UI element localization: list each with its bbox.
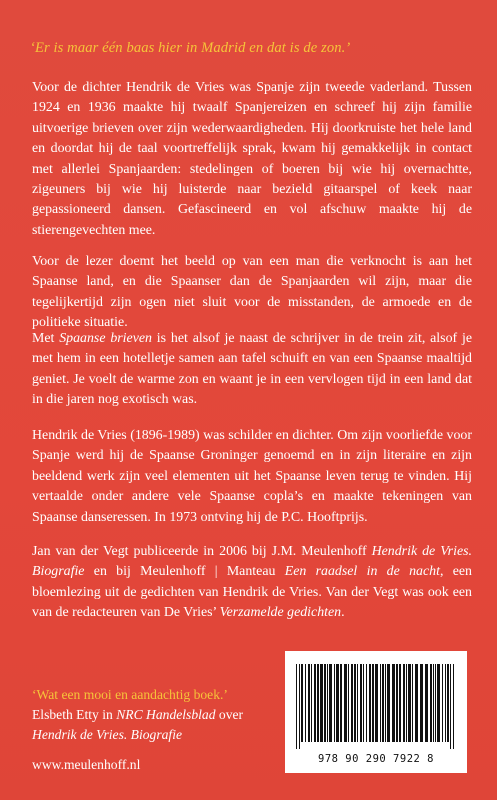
text: en bij Meulenhoff | Manteau xyxy=(84,564,285,580)
paragraph-spaanse-brieven xyxy=(32,329,472,411)
barcode-bar xyxy=(360,664,362,742)
barcode-bar xyxy=(336,664,339,742)
barcode-panel xyxy=(285,651,467,773)
barcode-bar xyxy=(450,664,451,749)
barcode-bar xyxy=(415,664,418,742)
book-title: Hendrik de Vries. Biografie xyxy=(32,544,472,580)
barcode-bar xyxy=(363,664,364,742)
barcode-bar xyxy=(399,664,401,742)
barcode-icon xyxy=(294,664,458,749)
barcode-bar xyxy=(320,664,323,742)
text: is het alsof je naast de schrijver in de trein zit, alsof je met hem in een hotelletje samen aan tafel schuift en van een Spaanse maaltijd geniet. Je voelt de warme zon en waant je in een vervlogen tijd in een land dat in die jaren nog exotisch was. xyxy=(32,331,472,408)
barcode-bar xyxy=(453,664,454,749)
barcode-bar xyxy=(334,664,335,742)
text: Jan van der Vegt publiceerde in 2006 bij J.M. Meulenhoff xyxy=(32,544,372,559)
barcode-bar xyxy=(387,664,390,742)
review-quote: ‘Wat een mooi en aandachtig boek.’ xyxy=(32,687,228,702)
barcode-bar xyxy=(403,664,405,742)
text: over xyxy=(215,706,244,722)
barcode-bar xyxy=(375,664,378,742)
barcode-bar xyxy=(366,664,367,742)
barcode-bar xyxy=(348,664,349,742)
text: , een bloemlezing uit de gedichten van Hendrik de Vries. Van der Vegt was ook een van de redacteuren van De Vries’ xyxy=(32,564,472,621)
isbn-number: 978 90 290 7922 8 xyxy=(318,753,434,765)
barcode-bar xyxy=(420,664,423,742)
barcode-bar xyxy=(314,664,316,742)
barcode-bar xyxy=(392,664,395,742)
barcode-bar xyxy=(396,664,398,742)
barcode-bar xyxy=(412,664,413,742)
barcode-bar xyxy=(435,664,436,742)
paragraph-author-bio: Hendrik de Vries (1896-1989) was schilder en dichter. Om zijn voorliefde voor Spanje werd hij de Spaanse Groninger genoemd en in zijn literaire en zijn beeldend werk zijn veel elementen uit het Spaanse leven terug te vinden. Hij vertaalde onder andere vele Spaanse copla’s en maakte tekeningen van Spaanse danseressen. In 1973 ontving hij de P.C. Hooftprijs. xyxy=(32,428,472,525)
barcode-bar xyxy=(380,664,381,742)
barcode-bar xyxy=(317,664,319,742)
barcode-bar xyxy=(340,664,342,742)
barcode-bar xyxy=(369,664,371,742)
barcode-bar xyxy=(425,664,428,742)
barcode-bar xyxy=(305,664,306,742)
newspaper-title: NRC Handelsblad xyxy=(116,706,216,722)
book-title: Een raadsel in de nacht xyxy=(284,564,440,580)
paragraph-reader: Voor de lezer doemt het beeld op van een man die verknocht is aan het Spaanse land, en die Spaanser dan de Spanjaarden wil zijn, maar die tegelijkertijd zijn ogen niet sluit voor de misstanden, de armoede en de politieke situatie. xyxy=(32,254,472,331)
review-attribution xyxy=(32,705,272,725)
paragraph-intro: Voor de dichter Hendrik de Vries was Spanje zijn tweede vaderland. Tussen 1924 en 1936 maakte hij twaalf Spanjereizen en schreef hij zijn familie uitvoerige brieven over zijn wederwaardigheden. Hij doorkruiste het hele land en doordat hij de taal voortreffelijk sprak, kwam hij gemakkelijk in contact met allerlei Spanjaarden: stedelingen of boeren bij wie hij overnachtte, zigeuners bij wie hij luisterde naar bezield gitaarspel of keek naar gepassioneerd dansen. Gefascineerd en vol afschuw maakte hij de stierengevechten mee. xyxy=(32,80,472,238)
barcode-bar xyxy=(447,664,449,742)
barcode-bar xyxy=(442,664,443,742)
barcode-bar xyxy=(437,664,440,742)
barcode-bar xyxy=(299,664,300,749)
barcode-bar xyxy=(351,664,353,742)
top-quote: ‘Er is maar één baas hier in Madrid en dat is de zon.’ xyxy=(30,40,351,56)
barcode-bar xyxy=(357,664,358,742)
text: . xyxy=(341,605,345,621)
book-title: Verzamelde gedichten xyxy=(219,605,342,621)
paragraph-editor-bio xyxy=(32,542,472,624)
reviewer: Elsbeth Etty in xyxy=(32,706,117,722)
publisher-url: www.meulenhoff.nl xyxy=(32,757,141,772)
barcode-bar xyxy=(445,664,446,742)
barcode-bar xyxy=(408,664,411,742)
text: Met xyxy=(32,331,60,346)
barcode-bar xyxy=(308,664,310,742)
review-quote-block xyxy=(32,685,272,744)
barcode-bar xyxy=(382,664,384,742)
barcode-bar xyxy=(327,664,328,742)
barcode-bar xyxy=(372,664,374,742)
barcode-bar xyxy=(311,664,312,742)
barcode-bar xyxy=(433,664,434,742)
book-title: Spaanse brieven xyxy=(59,331,152,346)
reviewed-book-title: Hendrik de Vries. Biografie xyxy=(32,726,183,742)
barcode-bar xyxy=(385,664,386,742)
barcode-bar xyxy=(406,664,407,742)
barcode-bar xyxy=(296,664,297,749)
barcode-bar xyxy=(354,664,356,742)
barcode-bar xyxy=(301,664,303,742)
barcode-bar xyxy=(324,664,326,742)
barcode-bar xyxy=(329,664,332,742)
barcode-bar xyxy=(430,664,432,742)
barcode-bar xyxy=(344,664,347,742)
